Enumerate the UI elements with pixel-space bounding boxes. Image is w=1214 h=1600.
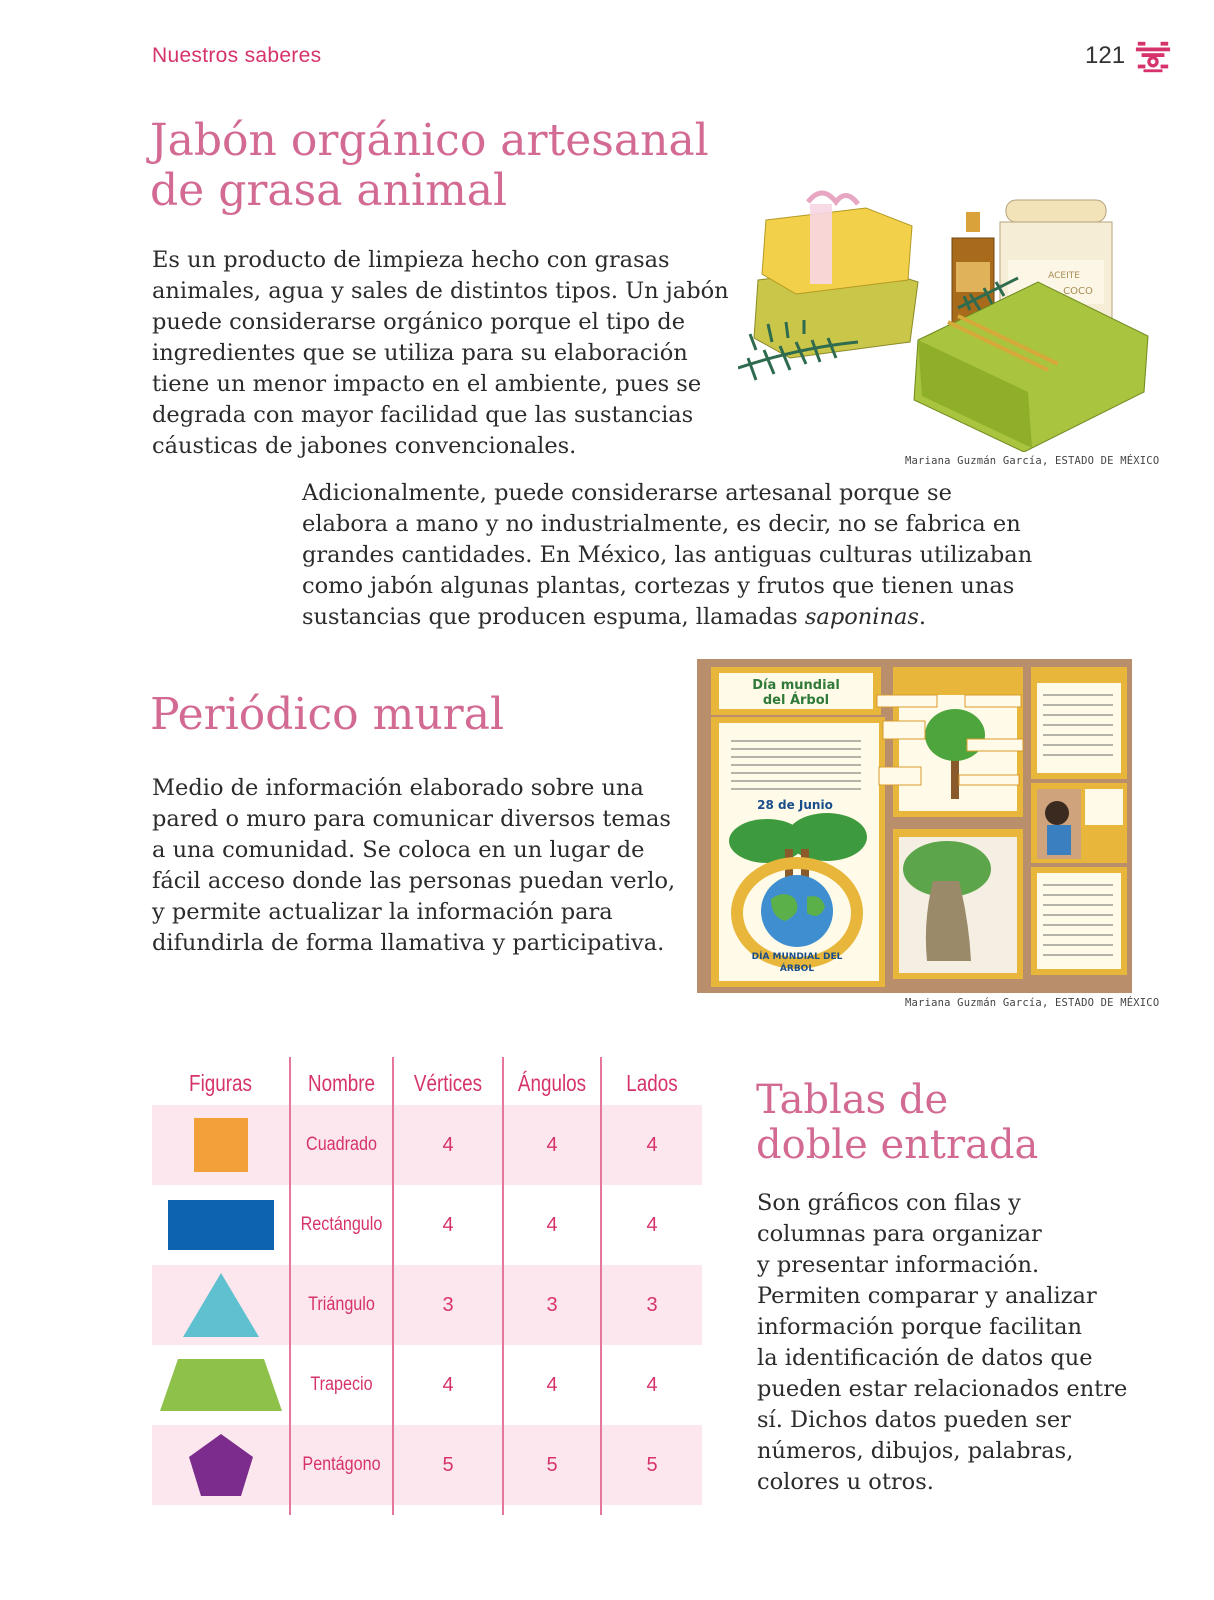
text-line: Permiten comparar y analizar — [757, 1283, 1097, 1309]
table-cell-name: Trapecio — [310, 1374, 373, 1395]
shapes-table — [152, 1057, 702, 1515]
soap-image-credit: Mariana Guzmán García, ESTADO DE MÉXICO — [905, 455, 1160, 467]
table-cell-angles: 4 — [546, 1373, 558, 1396]
table-cell-name: Pentágono — [302, 1454, 381, 1475]
text-line: animales, agua y sales de distintos tipos. Un jabón — [152, 278, 729, 304]
stacked-soap-bars — [754, 193, 918, 358]
page-number: 121 — [1085, 42, 1126, 69]
mural-paragraph — [152, 773, 692, 959]
soap-paragraph-1 — [152, 245, 742, 462]
header-vertices: Vértices — [413, 1069, 483, 1096]
table-cell-name: Triángulo — [308, 1294, 375, 1315]
table-cell-angles: 4 — [546, 1213, 558, 1236]
table-row-shape — [152, 1425, 289, 1505]
table-cell-angles: 3 — [546, 1293, 558, 1316]
text-line: pared o muro para comunicar diversos temas — [152, 806, 671, 832]
text-line: degrada con mayor facilidad que las sustancias — [152, 402, 694, 428]
header-nombre: Nombre — [307, 1069, 376, 1096]
soap-title-line1: Jabón orgánico artesanal — [150, 115, 709, 166]
table-row-shape — [152, 1345, 289, 1425]
poster-title-2: del Árbol — [762, 693, 830, 708]
text-line — [302, 602, 1062, 633]
text-line: la identificación de datos que — [757, 1345, 1093, 1371]
date-banner: 28 de Junio — [757, 798, 833, 812]
table-row-shape — [152, 1185, 289, 1265]
aztec-ornament-icon — [1134, 38, 1172, 76]
text-span: . — [918, 604, 927, 630]
text-line: sí. Dichos datos pueden ser — [757, 1407, 1071, 1433]
soap-illustration — [738, 190, 1158, 452]
column-divider — [289, 1057, 291, 1515]
text-line: ingredientes que se utiliza para su elaboración — [152, 340, 688, 366]
text-line: como jabón algunas plantas, cortezas y frutos que tienen unas — [302, 573, 1015, 599]
teal-triangle-icon — [181, 1271, 261, 1339]
table-cell-sides: 3 — [646, 1293, 658, 1316]
soap-title-line2: de grasa animal — [150, 164, 508, 216]
table-cell-angles: 4 — [546, 1133, 558, 1156]
soap-paragraph-2 — [302, 478, 1062, 633]
tree-globe-drawing — [729, 813, 867, 963]
tables-title-line2: doble entrada — [756, 1122, 1039, 1169]
globe-text-2: ÁRBOL — [779, 964, 815, 974]
text-line: a una comunidad. Se coloca en un lugar de — [152, 837, 645, 863]
table-cell-vertices: 4 — [442, 1213, 454, 1236]
table-cell-sides: 4 — [646, 1213, 658, 1236]
table-cell-vertices: 3 — [442, 1293, 454, 1316]
header-lados: Lados — [626, 1069, 678, 1096]
orange-square-icon — [191, 1115, 251, 1175]
mural-title: Periódico mural — [150, 689, 505, 740]
saponinas-term: saponinas — [804, 604, 919, 630]
table-cell-sides: 4 — [646, 1373, 658, 1396]
mural-image-credit: Mariana Guzmán García, ESTADO DE MÉXICO — [905, 997, 1160, 1009]
poster-title-1: Día mundial — [752, 678, 840, 693]
table-row-shape — [152, 1105, 289, 1185]
mural-photo — [697, 659, 1132, 993]
green-trapezoid-icon — [158, 1357, 284, 1413]
text-line: y permite actualizar la información para — [152, 899, 613, 925]
table-cell-sides: 4 — [646, 1133, 658, 1156]
text-line: fácil acceso donde las personas puedan verlo, — [152, 868, 676, 894]
text-line: elabora a mano y no industrialmente, es decir, no se fabrica en — [302, 511, 1021, 537]
table-cell-angles: 5 — [546, 1453, 558, 1476]
jar-label-2: COCO — [1063, 286, 1093, 297]
globe-text-1: DÍA MUNDIAL DEL — [751, 952, 843, 962]
text-line: difundirla de forma llamativa y participativa. — [152, 930, 665, 956]
text-line: información porque facilitan — [757, 1314, 1082, 1340]
text-line: colores u otros. — [757, 1469, 934, 1495]
text-line: pueden estar relacionados entre — [757, 1376, 1128, 1402]
table-cell-name: Rectángulo — [300, 1214, 383, 1235]
text-span: sustancias que producen espuma, llamadas — [302, 604, 805, 630]
header-figuras: Figuras — [189, 1069, 252, 1096]
table-cell-vertices: 5 — [442, 1453, 454, 1476]
blue-rectangle-icon — [166, 1197, 276, 1253]
tables-title-line1: Tablas de — [756, 1077, 949, 1123]
text-line: Medio de información elaborado sobre una — [152, 775, 644, 801]
jar-label-1: ACEITE — [1048, 271, 1080, 281]
text-line: Es un producto de limpieza hecho con grasas — [152, 247, 670, 273]
table-row-shape — [152, 1265, 289, 1345]
header-angulos: Ángulos — [517, 1069, 587, 1096]
text-line: y presentar información. — [757, 1252, 1040, 1278]
text-line: cáusticas de jabones convencionales. — [152, 433, 577, 459]
table-cell-vertices: 4 — [442, 1373, 454, 1396]
soap-title — [150, 116, 709, 215]
text-line: números, dibujos, palabras, — [757, 1438, 1074, 1464]
text-line: tiene un menor impacto en el ambiente, pues se — [152, 371, 702, 397]
text-line: Adicionalmente, puede considerarse artesanal porque se — [302, 480, 952, 506]
table-cell-sides: 5 — [646, 1453, 658, 1476]
tables-title — [756, 1078, 1038, 1168]
text-line: puede considerarse orgánico porque el tipo de — [152, 309, 686, 335]
text-line: grandes cantidades. En México, las antiguas culturas utilizaban — [302, 542, 1033, 568]
purple-pentagon-icon — [187, 1432, 255, 1498]
text-line: columnas para organizar — [757, 1221, 1042, 1247]
section-running-head: Nuestros saberes — [152, 44, 322, 67]
tables-paragraph — [757, 1188, 1177, 1498]
text-line: Son gráficos con filas y — [757, 1190, 1021, 1216]
green-soap-bar — [914, 278, 1148, 452]
table-cell-name: Cuadrado — [306, 1134, 377, 1155]
table-cell-vertices: 4 — [442, 1133, 454, 1156]
